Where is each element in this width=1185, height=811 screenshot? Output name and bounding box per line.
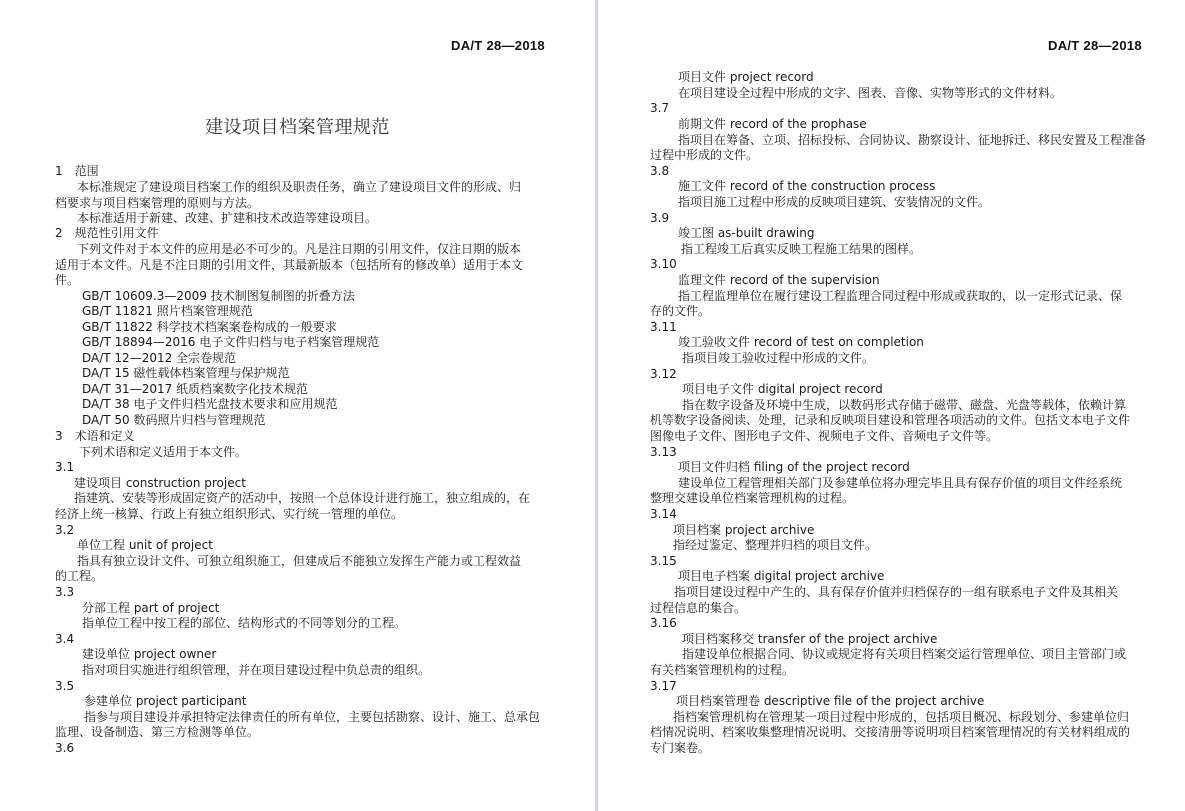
text-line: 3.5 [55,679,75,693]
text-line: 3.1 [55,460,75,474]
text-line: 指具有独立设计文件、可独立组织施工，但建成后不能独立发挥生产能力或工程效益 [77,554,522,568]
text-line: 3.10 [650,257,677,271]
text-line: 档情况说明、档案收集整理情况说明、交接清册等说明项目档案管理情况的有关材料组成的 [650,725,1131,739]
text-line: 项目电子档案 digital project archive [678,569,885,583]
text-line: 指经过鉴定、整理并归档的项目文件。 [673,538,878,552]
text-line: 机等数字设备阅读、处理，记录和反映项目建设和管理各项活动的文件。包括文本电子文件 [650,413,1131,427]
text-line: 指项目施工过程中形成的反映项目建筑、安装情况的文件。 [678,195,991,209]
text-line: 竣工图 as-built drawing [678,226,815,240]
text-line: 专门案卷。 [650,741,711,755]
text-line: 下列术语和定义适用于本文件。 [79,445,248,459]
text-line: 3.12 [650,367,677,381]
text-line: 指项目建设过程中产生的、具有保存价值并归档保存的一组有联系电子文件及其相关 [674,585,1119,599]
text-line: GB/T 11821 照片档案管理规范 [82,304,253,318]
text-line: DA/T 38 电子文件归档光盘技术要求和应用规范 [82,397,338,411]
text-line: 3.17 [650,679,677,693]
text-line: 指单位工程中按工程的部位、结构形式的不同等划分的工程。 [82,616,407,630]
text-line: 指项目在筹备、立项、招标投标、合同协议、勘察设计、征地拆迁、移民安置及工程准备 [678,133,1147,147]
text-line: 3.7 [650,101,670,115]
text-line: GB/T 10609.3—2009 技术制图复制图的折叠方法 [82,289,355,303]
text-line: 3 术语和定义 [55,429,135,443]
text-line: 3.3 [55,585,75,599]
text-line: 项目档案移交 transfer of the project archive [682,632,938,646]
text-line: 过程中形成的文件。 [650,148,759,162]
text-line: 件。 [55,273,80,287]
text-line: 3.16 [650,616,677,630]
text-line: 指参与项目建设并承担特定法律责任的所有单位，主要包括勘察、设计、施工、总承包 [84,710,541,724]
text-line: 3.2 [55,523,75,537]
text-line: 建设单位工程管理相关部门及参建单位将办理完毕且具有保存价值的项目文件经系统 [678,476,1123,490]
text-line: 整理交建设单位档案管理机构的过程。 [650,491,855,505]
text-line: 3.6 [55,741,75,755]
text-line: GB/T 18894—2016 电子文件归档与电子档案管理规范 [82,335,380,349]
text-line: 档要求与项目档案管理的原则与方法。 [55,196,260,210]
text-line: 3.13 [650,445,677,459]
standard-code-header: DA/T 28—2018 [451,38,545,53]
text-line: 监理、设备制造、第三方检测等单位。 [55,725,260,739]
text-line: 经济上统一核算、行政上有独立组织形式、实行统一管理的单位。 [55,507,404,521]
text-line: 监理文件 record of the supervision [678,273,880,287]
text-line: 前期文件 record of the prophase [678,117,867,131]
text-line: 指档案管理机构在管理某一项目过程中形成的，包括项目概况、标段划分、参建单位归 [673,710,1130,724]
text-line: 3.8 [650,164,670,178]
text-line: 指在数字设备及环境中生成，以数码形式存储于磁带、磁盘、光盘等载体，依赖计算 [682,398,1127,412]
text-line: 在项目建设全过程中形成的文字、图表、音像、实物等形式的文件材料。 [678,86,1063,100]
text-line: 指对项目实施进行组织管理，并在项目建设过程中负总责的组织。 [82,663,431,677]
text-line: 指建设单位根据合同、协议或规定将有关项目档案交运行管理单位、项目主管部门或 [682,647,1127,661]
text-line: 指建筑、安装等形成固定资产的活动中，按照一个总体设计进行施工，独立组成的，在 [74,491,531,505]
text-line: 项目档案 project archive [673,523,815,537]
text-line: DA/T 31—2017 纸质档案数字化技术规范 [82,382,309,396]
text-line: 过程信息的集合。 [650,601,747,615]
text-line: 指工程竣工后真实反映工程施工结果的图样。 [681,242,922,256]
text-line: 建设项目 construction project [74,476,246,490]
right-page [598,0,1185,811]
text-line: 项目档案管理卷 descriptive file of the project archive [676,694,985,708]
text-line: 单位工程 unit of project [77,538,213,552]
text-line: 施工文件 record of the construction process [678,179,936,193]
text-line: DA/T 12—2012 全宗卷规范 [82,351,237,365]
text-line: DA/T 15 磁性载体档案管理与保护规范 [82,366,290,380]
text-line: 下列文件对于本文件的应用是必不可少的。凡是注日期的引用文件，仅注日期的版本 [77,242,522,256]
text-line: 图像电子文件、图形电子文件、视频电子文件、音频电子文件等。 [650,429,999,443]
text-line: 1 范围 [55,164,99,178]
text-line: 有关档案管理机构的过程。 [650,663,795,677]
standard-code-header: DA/T 28—2018 [1048,38,1142,53]
text-line: 指工程监理单位在履行建设工程监理合同过程中形成或获取的，以一定形式记录、保 [678,289,1123,303]
text-line: GB/T 11822 科学技术档案案卷构成的一般要求 [82,320,337,334]
text-line: DA/T 50 数码照片归档与管理规范 [82,413,266,427]
text-line: 项目电子文件 digital project record [682,382,883,396]
text-line: 2 规范性引用文件 [55,226,159,240]
text-line: 指项目竣工验收过程中形成的文件。 [682,351,875,365]
text-line: 存的文件。 [650,304,711,318]
text-line: 项目文件归档 filing of the project record [678,460,910,474]
text-line: 分部工程 part of project [82,601,220,615]
text-line: 本标准规定了建设项目档案工作的组织及职责任务，确立了建设项目文件的形成、归 [77,180,522,194]
text-line: 建设单位 project owner [82,647,217,661]
text-line: 适用于本文件。凡是不注日期的引用文件，其最新版本（包括所有的修改单）适用于本文 [55,258,524,272]
text-line: 3.15 [650,554,677,568]
text-line: 3.14 [650,507,677,521]
document-title: 建设项目档案管理规范 [205,117,390,138]
text-line: 3.11 [650,320,677,334]
text-line: 本标准适用于新建、改建、扩建和技术改造等建设项目。 [77,211,378,225]
text-line: 的工程。 [55,569,104,583]
text-line: 参建单位 project participant [84,694,247,708]
text-line: 项目文件 project record [678,70,814,84]
text-line: 3.4 [55,632,75,646]
text-line: 3.9 [650,211,670,225]
text-line: 竣工验收文件 record of test on completion [678,335,924,349]
